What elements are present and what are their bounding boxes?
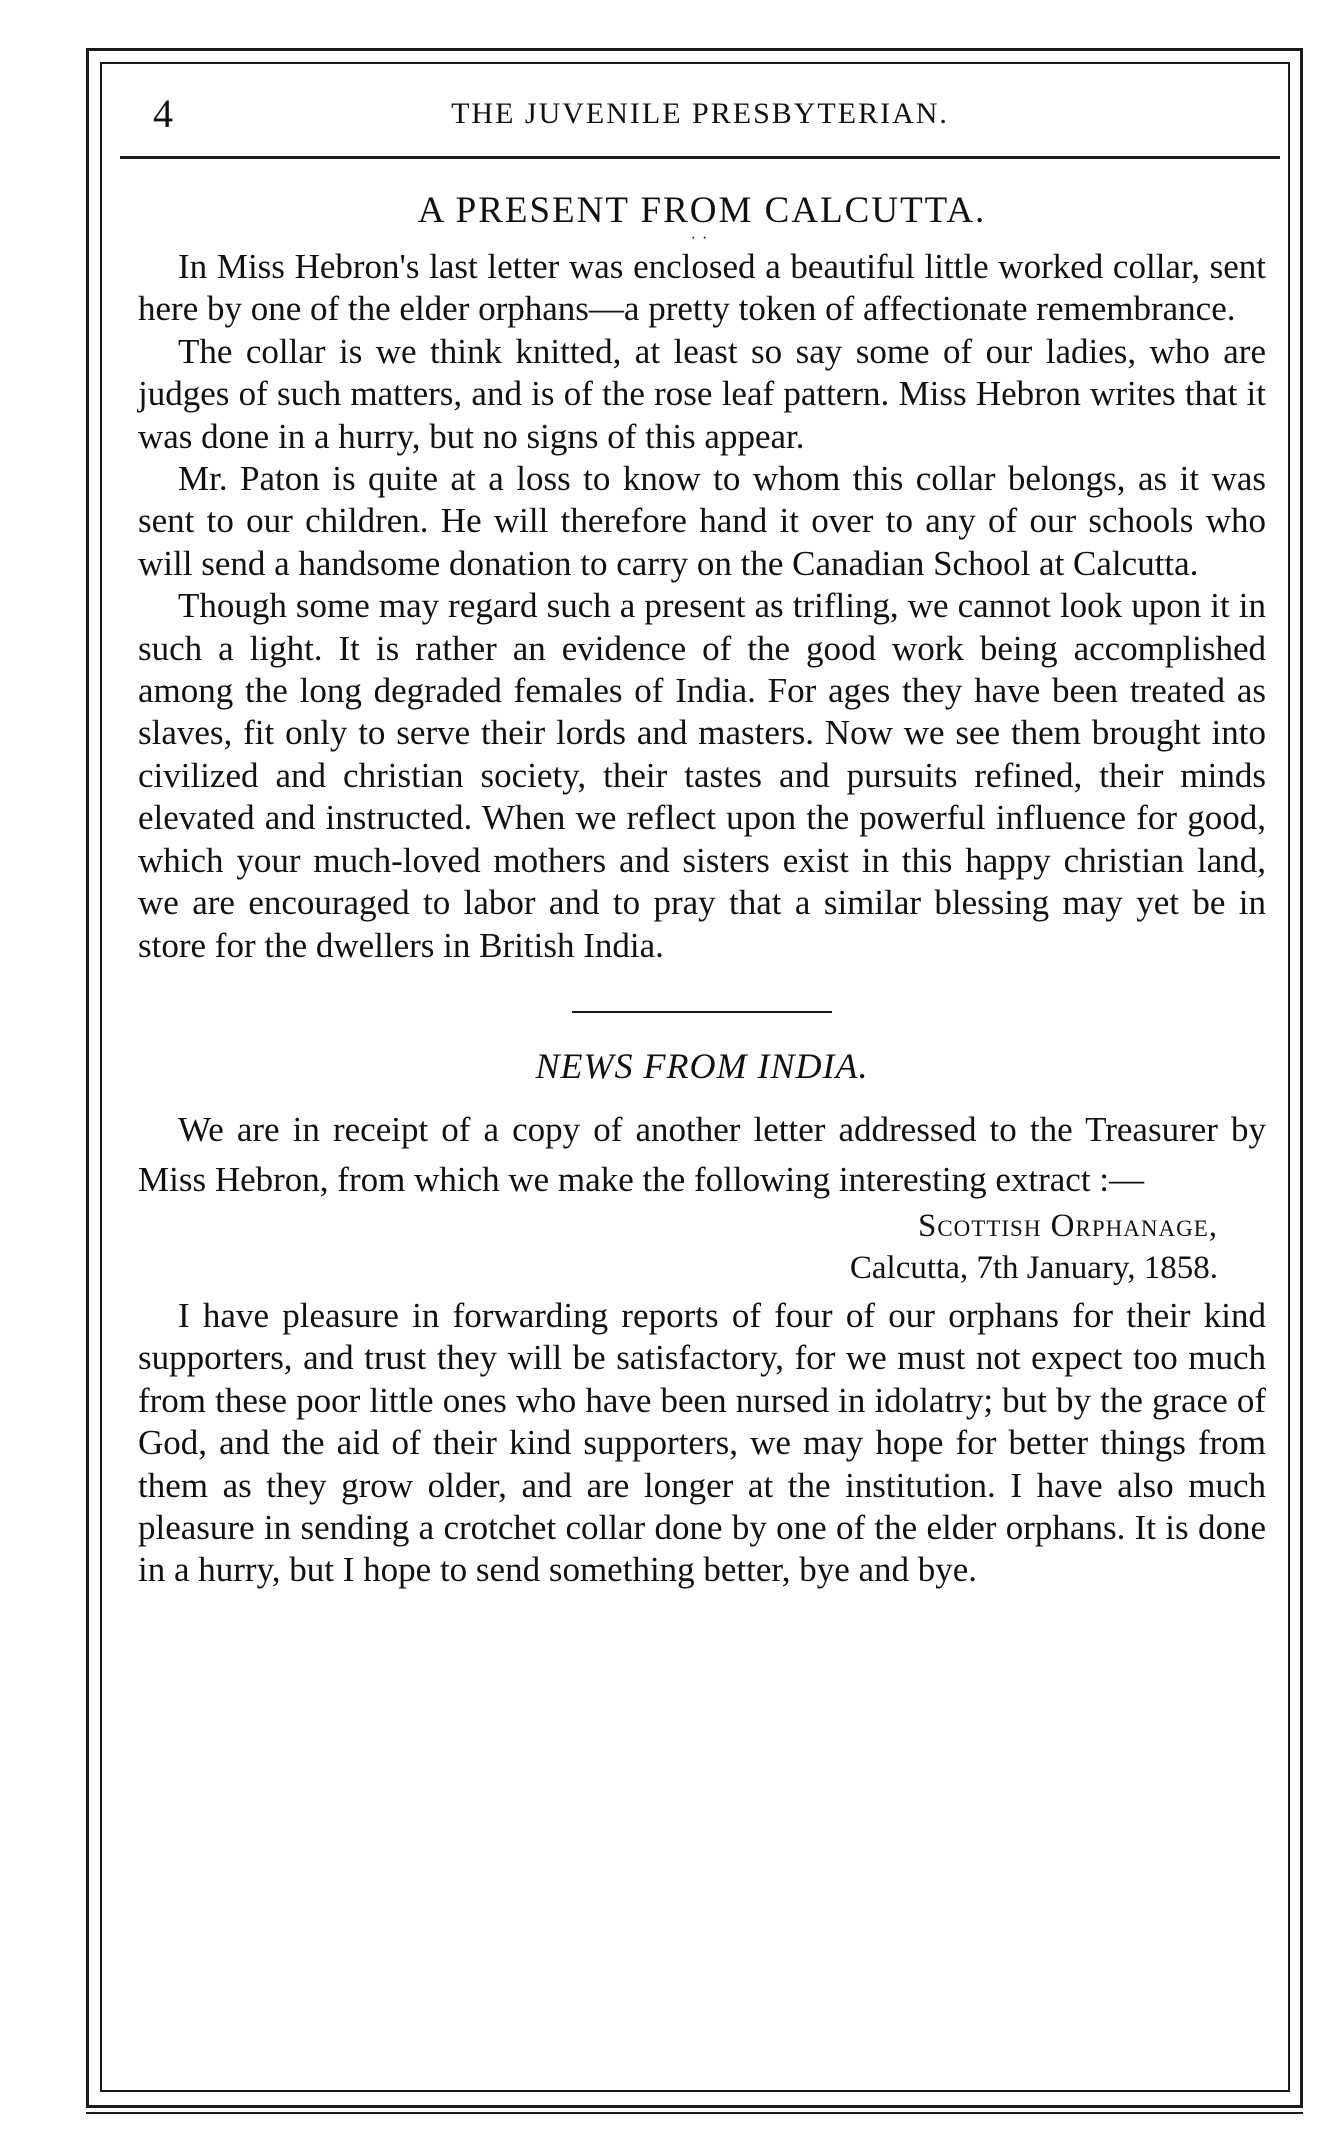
page-number: 4 xyxy=(153,91,173,136)
article-title: A PRESENT FROM CALCUTTA. xyxy=(417,190,987,231)
letter-body: I have pleasure in forwarding reports of four of our orphans for their kind supporters, and trust they will be satisfactory, for we must not expect too much from these poor little ones who have been nursed in idolatry; but by the grace of God, and the aid of their kind supporters, we may hope for better things from them as they grow older, and are longer at the institution. I have also much pleasure in sending a crotchet collar done by one of the elder orphans. It is done in a hurry, but I hope to send something better, bye and bye. xyxy=(138,1295,1266,1590)
section-divider xyxy=(572,1011,832,1013)
dateline-place: Scottish Orphanage, xyxy=(917,1207,1218,1244)
page-header xyxy=(145,84,1255,144)
article-news-from-india xyxy=(138,1035,1266,1592)
dateline-date: Calcutta, 7th January, 1858. xyxy=(849,1249,1218,1286)
page-content xyxy=(138,182,1266,1592)
letter-dateline xyxy=(138,1205,1266,1289)
bottom-rule xyxy=(86,2112,1303,2114)
article-present-from-calcutta xyxy=(138,182,1266,967)
article-intro: We are in receipt of a copy of another letter addressed to the Treasurer by Miss Hebron, from which we make the following interesting extract :— xyxy=(138,1109,1266,1199)
running-title: THE JUVENILE PRESBYTERIAN. xyxy=(451,97,949,130)
article-paragraph: Mr. Paton is quite at a loss to know to whom this collar belongs, as it was sent to our children. He will therefore hand it over to any of our schools who will send a handsome donation to carry on the Canadian School at Calcutta. xyxy=(138,459,1266,583)
article-paragraph: The collar is we think knitted, at least so say some of our ladies, who are judges of such matters, and is of the rose leaf pattern. Miss Hebron writes that it was done in a hurry, but no signs of this appear. xyxy=(138,331,1266,456)
title-ornament: ·· xyxy=(690,230,714,247)
article-title: NEWS FROM INDIA. xyxy=(535,1045,869,1086)
article-paragraph: In Miss Hebron's last letter was enclosed a beautiful little worked collar, sent here by one of the elder orphans—a pretty token of affectionate remembrance. xyxy=(138,247,1266,329)
header-rule xyxy=(120,156,1280,159)
article-paragraph: Though some may regard such a present as trifling, we cannot look upon it in such a light. It is rather an evidence of the good work being accomplished among the long degraded females of India. For ages they have been treated as slaves, fit only to serve their lords and masters. Now we see them brought into civilized and christian society, their tastes and pursuits refined, their minds elevated and instructed. When we reflect upon the powerful influence for good, which your much-loved mothers and sisters exist in this happy christian land, we are encouraged to labor and to pray that a similar blessing may yet be in store for the dwellers in British India. xyxy=(138,586,1266,965)
